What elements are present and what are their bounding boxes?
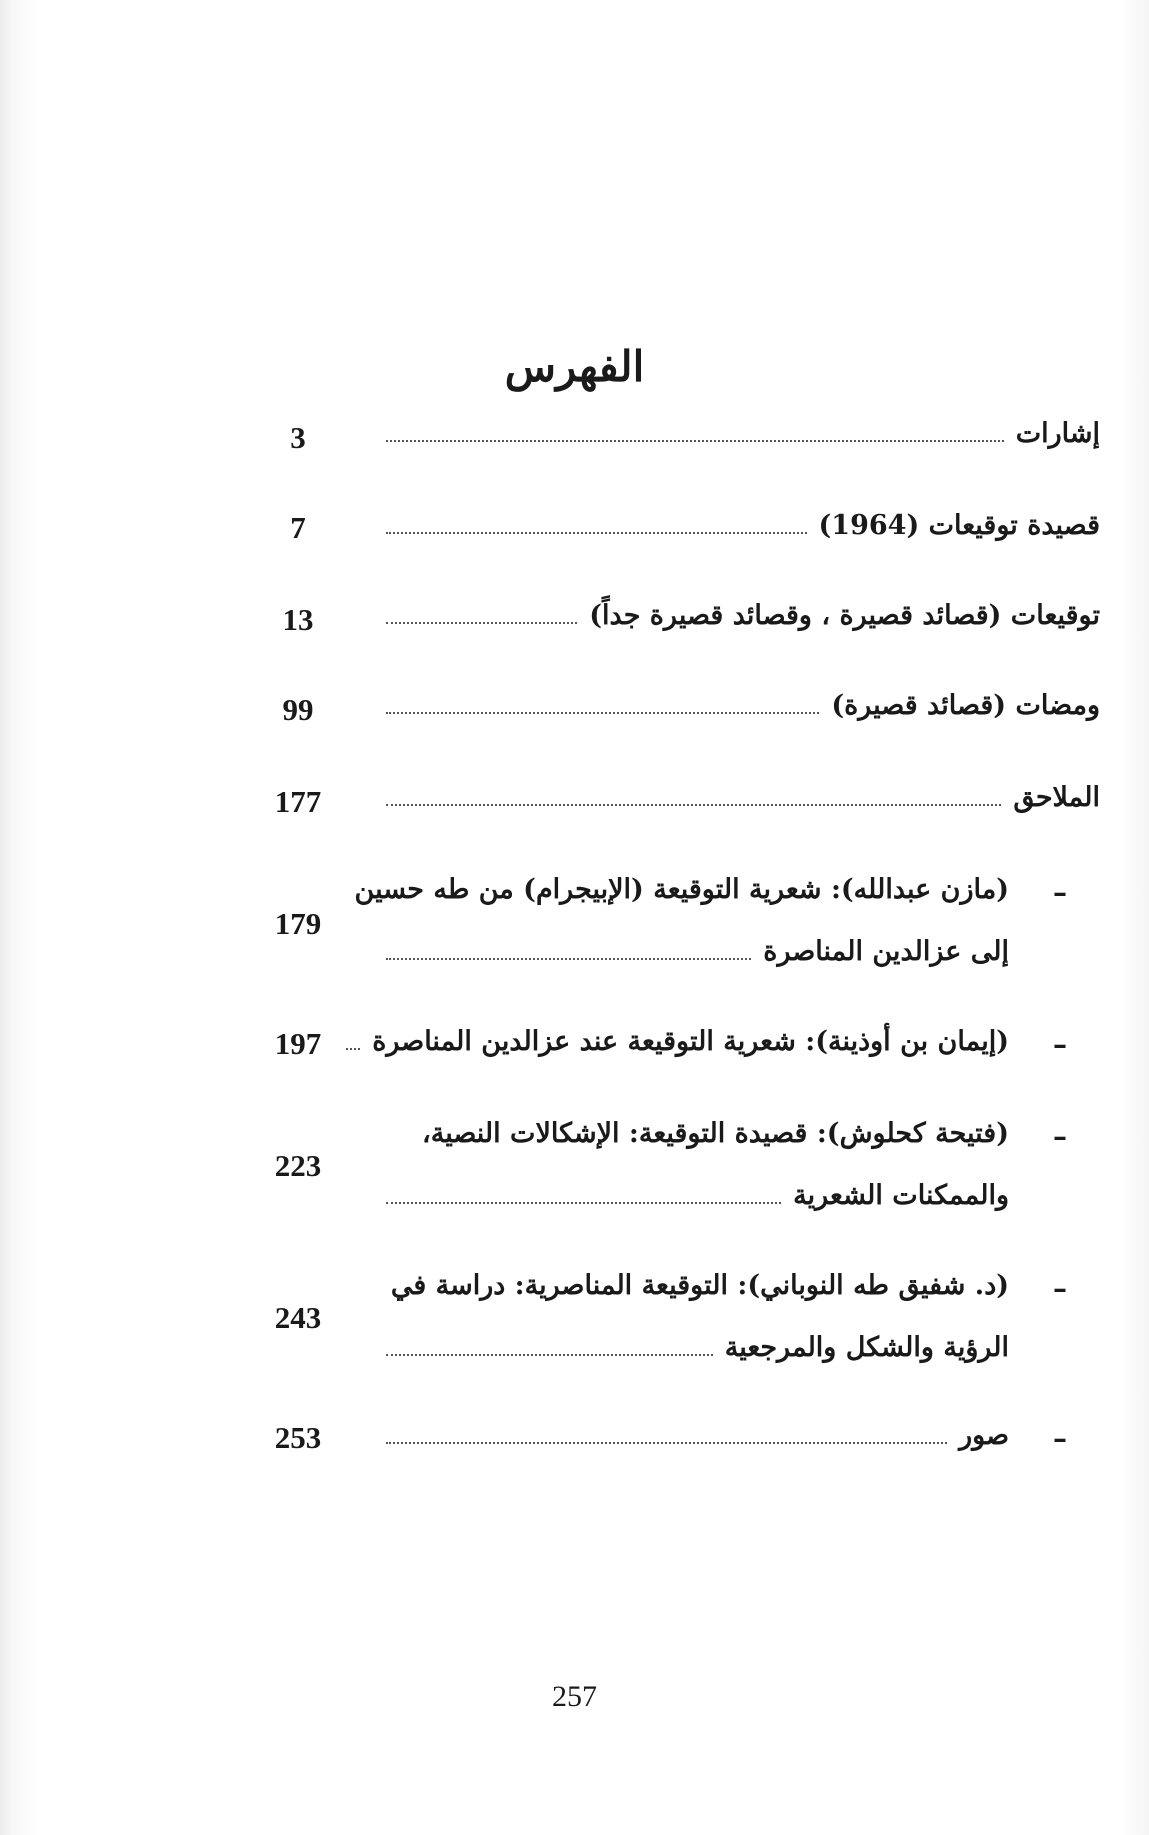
leader-dots (386, 1353, 713, 1356)
toc-entry-title: قصيدة توقيعات (1964) (818, 510, 1100, 541)
page-title: الفهرس (504, 342, 645, 391)
toc-entry-page: 223 (274, 1148, 322, 1183)
entry-dash: – (1053, 1028, 1067, 1061)
leader-dots (386, 621, 577, 624)
leader-dots (386, 711, 819, 714)
leader-dots (386, 1201, 781, 1204)
toc-entry-title: توقيعات (قصائد قصيرة ، وقصائد قصيرة جداً) (589, 600, 1100, 631)
toc-entry-page: 13 (282, 602, 314, 637)
toc-entry-page: 253 (274, 1420, 322, 1455)
toc-entry-page: 3 (290, 420, 306, 455)
entry-dash: – (1053, 1272, 1067, 1305)
toc-entry-title: صور (959, 1420, 1009, 1451)
toc-entry-title-cont: والممكنات الشعرية (793, 1180, 1009, 1211)
toc-entry-title: إشارات (1015, 418, 1100, 449)
toc-entry-page: 179 (274, 906, 322, 941)
toc-entry-page: 243 (274, 1300, 322, 1335)
page-number: 257 (552, 1680, 597, 1713)
toc-entry-title: الملاحق (1013, 782, 1100, 813)
leader-dots (386, 531, 807, 534)
leader-dots (386, 803, 1001, 806)
toc-entry-page: 99 (282, 692, 314, 727)
toc-entry-title: (مازن عبدالله): شعرية التوقيعة (الإبيجرام) من طه حسين (354, 874, 1009, 905)
leader-dots (346, 1047, 360, 1050)
toc-entry-title: (د. شفيق طه النوباني): التوقيعة المناصرية: دراسة في (390, 1270, 1009, 1301)
toc-entry-page: 7 (290, 510, 306, 545)
leader-dots (386, 957, 751, 960)
entry-dash: – (1053, 1422, 1067, 1455)
toc-entry-title-cont: الرؤية والشكل والمرجعية (724, 1332, 1009, 1363)
toc-entry-title: (فتيحة كحلوش): قصيدة التوقيعة: الإشكالات النصية، (422, 1118, 1009, 1149)
leader-dots (386, 439, 1004, 442)
toc-entry-title: ومضات (قصائد قصيرة) (831, 690, 1100, 721)
toc-entry-title-cont: إلى عزالدين المناصرة (763, 936, 1009, 967)
leader-dots (386, 1441, 947, 1444)
toc-entry-page: 177 (274, 784, 322, 819)
toc-entry-page: 197 (274, 1026, 322, 1061)
entry-dash: – (1053, 1120, 1067, 1153)
toc-entry-title: (إيمان بن أوذينة): شعرية التوقيعة عند عزالدين المناصرة (372, 1026, 1009, 1057)
entry-dash: – (1053, 876, 1067, 909)
